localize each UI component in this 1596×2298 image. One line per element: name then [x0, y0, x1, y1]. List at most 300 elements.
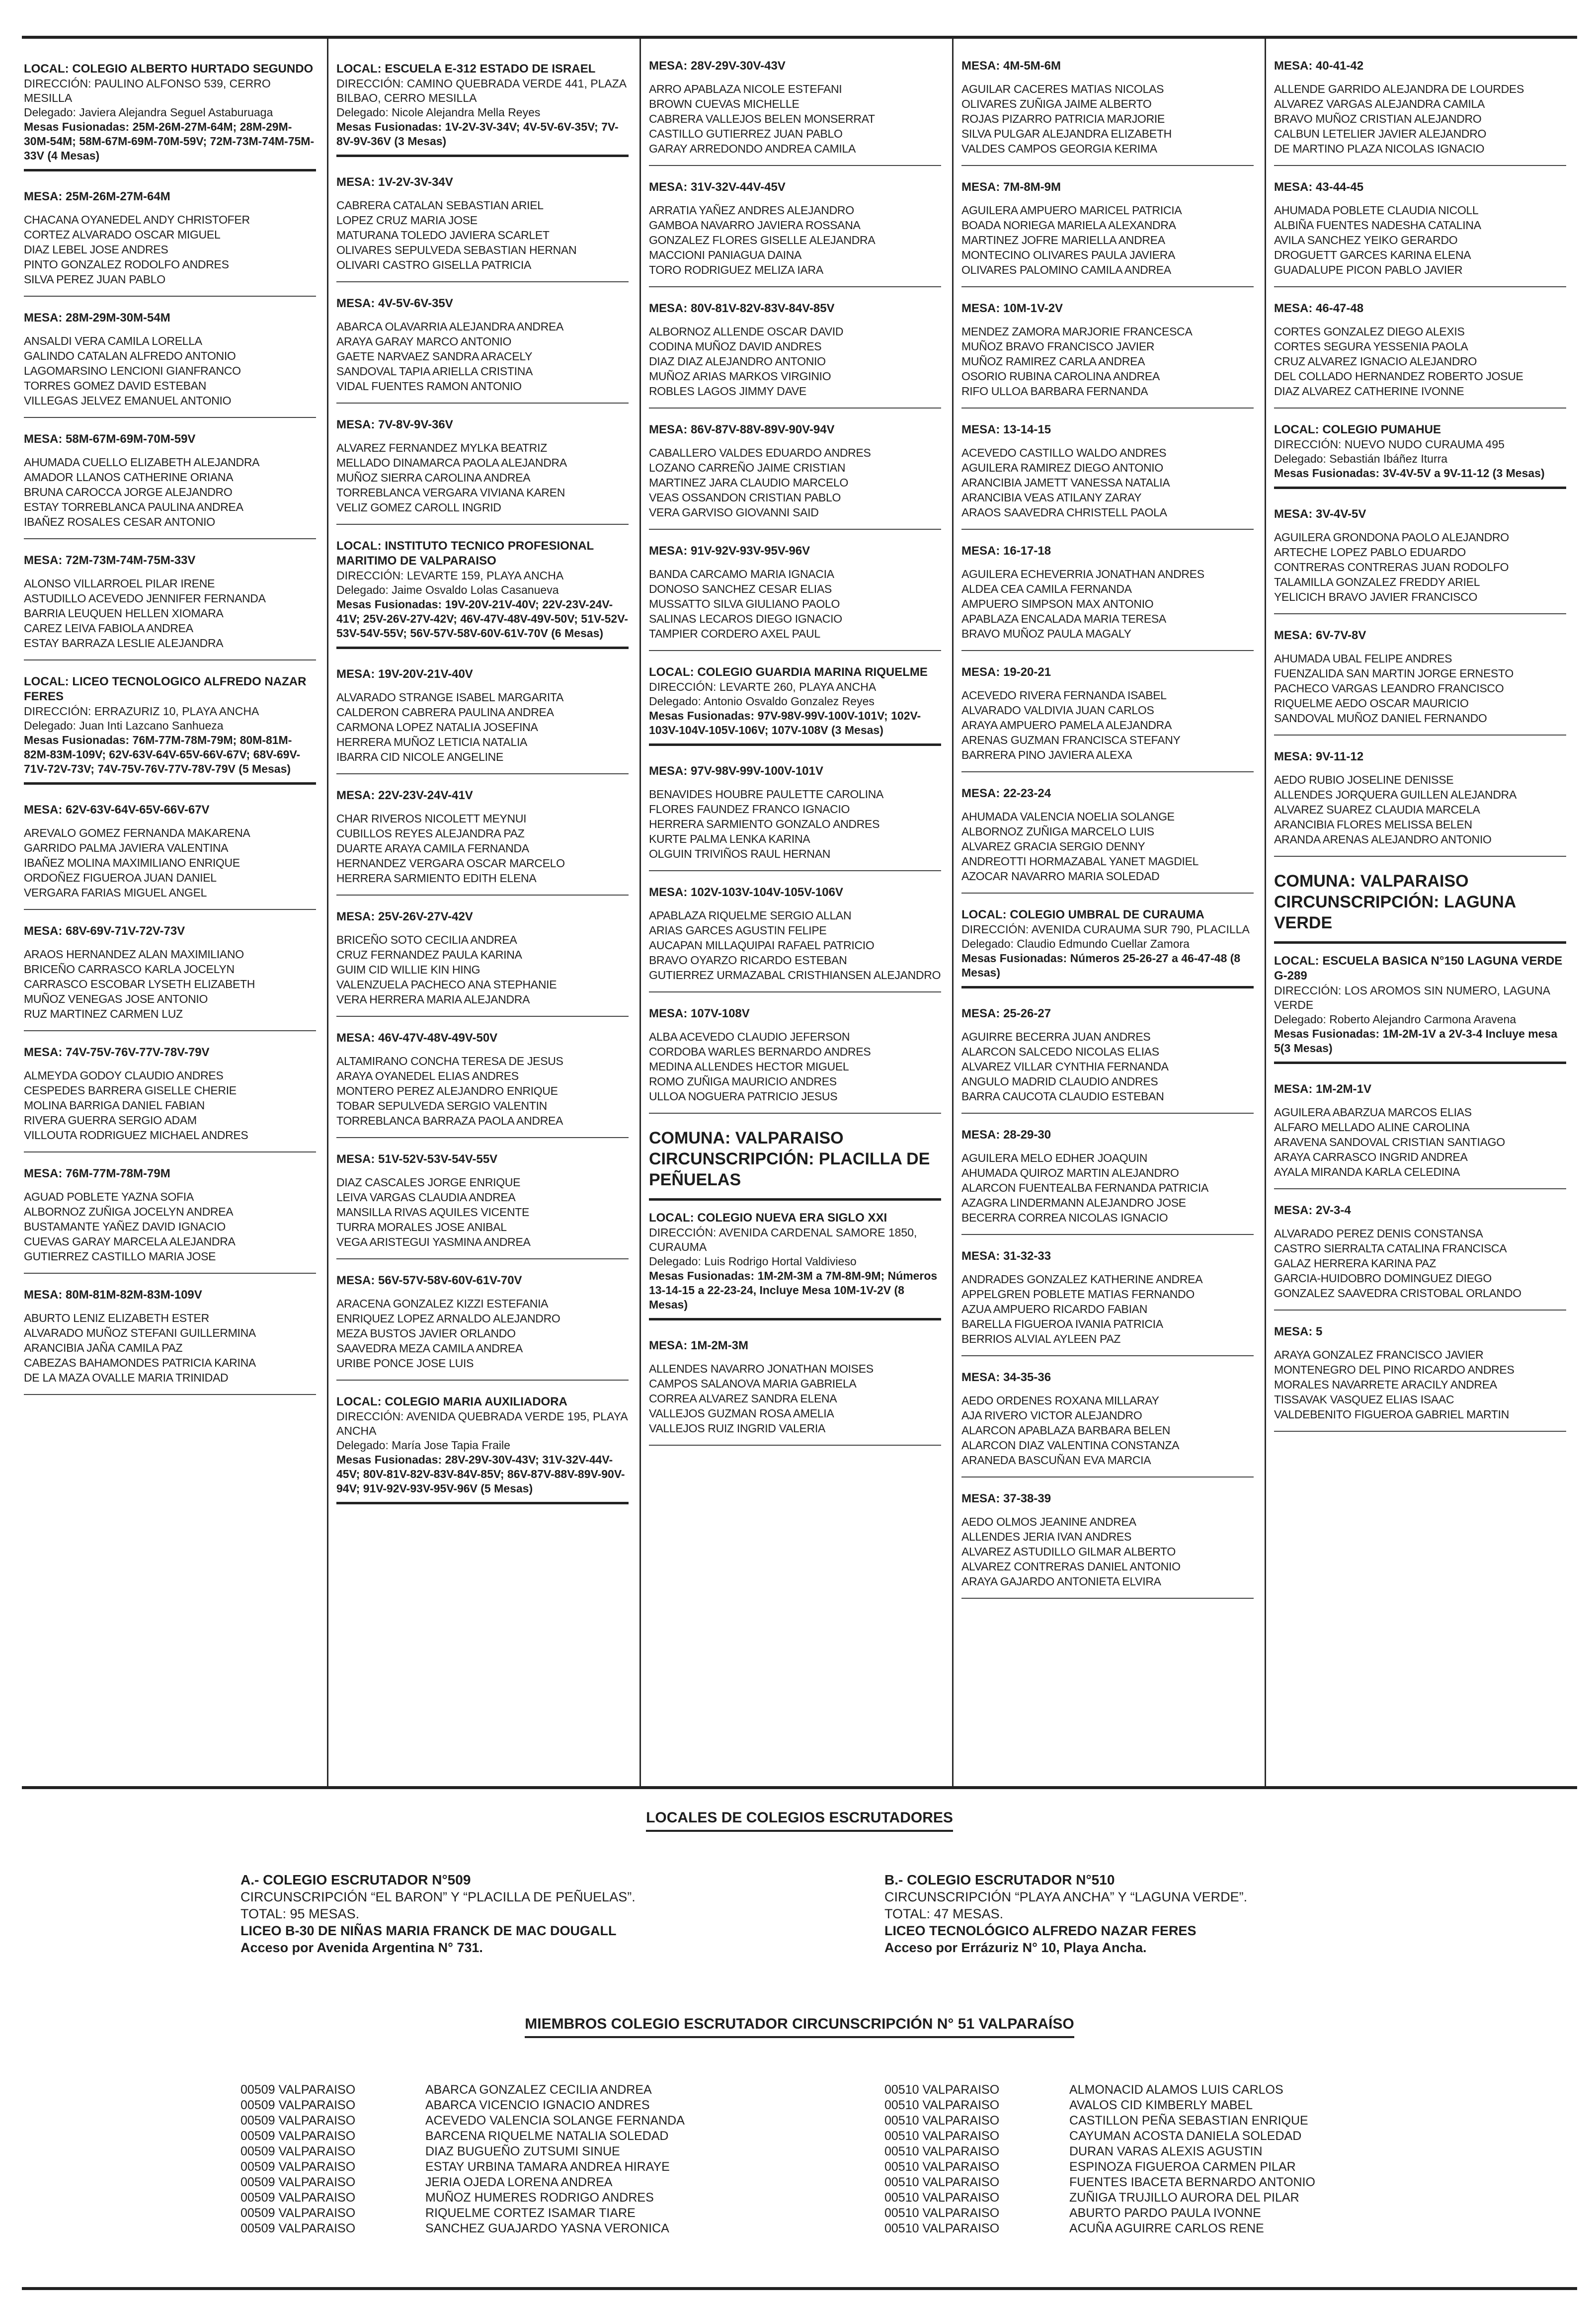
- member-name: ALVARADO STRANGE ISABEL MARGARITA: [336, 691, 564, 704]
- mesa-block: [961, 1249, 1254, 1356]
- member-name: DIAZ ALVAREZ CATHERINE IVONNE: [1274, 385, 1464, 398]
- local-title: LOCAL: COLEGIO PUMAHUE: [1274, 423, 1441, 436]
- mesa-title: MESA: 5: [1274, 1325, 1323, 1338]
- member-name: MONTECINO OLIVARES PAULA JAVIERA: [961, 248, 1176, 261]
- local-detail: DIRECCIÓN: PAULINO ALFONSO 539, CERRO MESILLA: [24, 77, 271, 104]
- member-name: DIAZ BUGUEÑO ZUTSUMI SINUE: [425, 2144, 620, 2158]
- mesa-block: [1274, 749, 1566, 857]
- local-block: [336, 1395, 629, 1504]
- escrutador-a-total: TOTAL: 95 MESAS.: [240, 1906, 360, 1921]
- mesa-block: [336, 1031, 629, 1138]
- member-name: SILVA PEREZ JUAN PABLO: [24, 273, 165, 286]
- mesa-block: [336, 417, 629, 525]
- member-name: ALARCON DIAZ VALENTINA CONSTANZA: [961, 1439, 1180, 1452]
- comuna-heading: COMUNA: VALPARAISO CIRCUNSCRIPCIÓN: LAGUNA VERDE: [1274, 871, 1566, 944]
- member-name: AGUILERA MELO EDHER JOAQUIN: [961, 1151, 1148, 1164]
- member-code: 00509 VALPARAISO: [240, 2221, 356, 2235]
- member-name: OLIVARI CASTRO GISELLA PATRICIA: [336, 258, 532, 271]
- member-code: 00509 VALPARAISO: [240, 2175, 356, 2189]
- member-name: ORDOÑEZ FIGUEROA JUAN DANIEL: [24, 871, 217, 884]
- local-block: [336, 539, 629, 649]
- member-name: ZUÑIGA TRUJILLO AURORA DEL PILAR: [1069, 2191, 1299, 2205]
- mesa-title: MESA: 74V-75V-76V-77V-78V-79V: [24, 1046, 210, 1059]
- member-name: ALVAREZ ASTUDILLO GILMAR ALBERTO: [961, 1545, 1176, 1558]
- mesa-block: [1274, 1203, 1566, 1311]
- member-name: ALBIÑA FUENTES NADESHA CATALINA: [1274, 219, 1481, 232]
- member-row: [884, 2144, 1530, 2159]
- member-name: BARCENA RIQUELME NATALIA SOLEDAD: [425, 2129, 669, 2143]
- member-name: IBAÑEZ MOLINA MAXIMILIANO ENRIQUE: [24, 856, 240, 869]
- member-code: 00510 VALPARAISO: [884, 2160, 1000, 2174]
- member-name: MANSILLA RIVAS AQUILES VICENTE: [336, 1206, 530, 1219]
- mesa-title: MESA: 46-47-48: [1274, 302, 1364, 315]
- member-name: BRUNA CAROCCA JORGE ALEJANDRO: [24, 486, 233, 498]
- member-name: MUÑOZ BRAVO FRANCISCO JAVIER: [961, 340, 1155, 353]
- mesa-title: MESA: 56V-57V-58V-60V-61V-70V: [336, 1274, 522, 1287]
- member-name: DEL COLLADO HERNANDEZ ROBERTO JOSUE: [1274, 370, 1523, 383]
- member-row: [884, 2190, 1530, 2206]
- mesa-block: [336, 296, 629, 404]
- member-name: ESPINOZA FIGUEROA CARMEN PILAR: [1069, 2160, 1296, 2174]
- member-name: JERIA OJEDA LORENA ANDREA: [425, 2175, 613, 2189]
- member-name: ARANCIBIA FLORES MELISSA BELEN: [1274, 818, 1472, 831]
- escrutador-b-total: TOTAL: 47 MESAS.: [884, 1906, 1004, 1921]
- member-name: SANCHEZ GUAJARDO YASNA VERONICA: [425, 2221, 669, 2235]
- member-name: ALVARADO PEREZ DENIS CONSTANSA: [1274, 1227, 1483, 1240]
- member-name: CAYUMAN ACOSTA DANIELA SOLEDAD: [1069, 2129, 1302, 2143]
- member-name: HERRERA SARMIENTO GONZALO ANDRES: [649, 818, 880, 830]
- member-name: CABRERA VALLEJOS BELEN MONSERRAT: [649, 112, 875, 125]
- member-name: AHUMADA VALENCIA NOELIA SOLANGE: [961, 810, 1175, 823]
- member-name: ULLOA NOGUERA PATRICIO JESUS: [649, 1090, 838, 1103]
- member-name: MARTINEZ JOFRE MARIELLA ANDREA: [961, 234, 1165, 246]
- member-name: ARRO APABLAZA NICOLE ESTEFANI: [649, 82, 842, 95]
- mesa-block: [961, 301, 1254, 409]
- member-name: PINTO GONZALEZ RODOLFO ANDRES: [24, 258, 229, 271]
- column-4: [952, 39, 1265, 1786]
- mesa-title: MESA: 86V-87V-88V-89V-90V-94V: [649, 423, 835, 436]
- member-code: 00510 VALPARAISO: [884, 2098, 1000, 2112]
- member-name: ARAVENA SANDOVAL CRISTIAN SANTIAGO: [1274, 1136, 1505, 1149]
- member-name: CUBILLOS REYES ALEJANDRA PAZ: [336, 827, 525, 840]
- escrutadores-title-wrap: [22, 1809, 1577, 1832]
- mesa-title: MESA: 19V-20V-21V-40V: [336, 667, 473, 681]
- member-row: [884, 2082, 1530, 2098]
- member-name: ESTAY TORREBLANCA PAULINA ANDREA: [24, 500, 243, 513]
- mesa-title: MESA: 80V-81V-82V-83V-84V-85V: [649, 302, 835, 315]
- local-fusion: Mesas Fusionadas: 25M-26M-27M-64M; 28M-29M-30M-54M; 58M-67M-69M-70M-59V; 72M-73M-74M-75M-33V (4 Mesas): [24, 120, 315, 162]
- member-name: KURTE PALMA LENKA KARINA: [649, 832, 810, 845]
- mesa-block: [961, 665, 1254, 772]
- member-name: SANDOVAL TAPIA ARIELLA CRISTINA: [336, 365, 533, 378]
- mesa-title: MESA: 25M-26M-27M-64M: [24, 190, 170, 203]
- mesa-block: [24, 189, 316, 297]
- member-name: IBAÑEZ ROSALES CESAR ANTONIO: [24, 515, 215, 528]
- member-name: MELLADO DINAMARCA PAOLA ALEJANDRA: [336, 456, 567, 469]
- local-block: [649, 1211, 941, 1320]
- member-name: ABURTO LENIZ ELIZABETH ESTER: [24, 1312, 209, 1324]
- member-name: ACEVEDO CASTILLO WALDO ANDRES: [961, 446, 1167, 459]
- local-detail: DIRECCIÓN: LOS AROMOS SIN NUMERO, LAGUNA VERDE: [1274, 984, 1550, 1011]
- member-name: YELICICH BRAVO JAVIER FRANCISCO: [1274, 590, 1478, 603]
- member-name: AEDO RUBIO JOSELINE DENISSE: [1274, 773, 1454, 786]
- member-name: ALFARO MELLADO ALINE CAROLINA: [1274, 1121, 1470, 1134]
- member-name: LEIVA VARGAS CLAUDIA ANDREA: [336, 1191, 516, 1204]
- member-name: ACUÑA AGUIRRE CARLOS RENE: [1069, 2221, 1264, 2235]
- member-name: MONTERO PEREZ ALEJANDRO ENRIQUE: [336, 1084, 558, 1097]
- member-name: TISSAVAK VASQUEZ ELIAS ISAAC: [1274, 1393, 1454, 1406]
- mesa-title: MESA: 13-14-15: [961, 423, 1051, 436]
- member-name: OSORIO RUBINA CAROLINA ANDREA: [961, 370, 1160, 383]
- member-name: TORREBLANCA VERGARA VIVIANA KAREN: [336, 486, 565, 499]
- member-name: ALDEA CEA CAMILA FERNANDA: [961, 582, 1132, 595]
- member-name: ALBA ACEVEDO CLAUDIO JEFERSON: [649, 1030, 850, 1043]
- mesa-title: MESA: 4M-5M-6M: [961, 59, 1061, 73]
- mesa-block: [961, 422, 1254, 530]
- member-name: AGUILERA GRONDONA PAOLO ALEJANDRO: [1274, 531, 1509, 544]
- member-name: RIQUELME CORTEZ ISAMAR TIARE: [425, 2206, 636, 2220]
- member-row: [240, 2190, 886, 2206]
- member-name: URIBE PONCE JOSE LUIS: [336, 1357, 474, 1370]
- member-code: 00510 VALPARAISO: [884, 2191, 1000, 2205]
- member-name: GALAZ HERRERA KARINA PAZ: [1274, 1257, 1436, 1270]
- local-title: LOCAL: LICEO TECNOLOGICO ALFREDO NAZAR FERES: [24, 675, 307, 703]
- member-name: ASTUDILLO ACEVEDO JENNIFER FERNANDA: [24, 592, 266, 605]
- member-name: CHAR RIVEROS NICOLETT MEYNUI: [336, 812, 527, 825]
- member-name: TALAMILLA GONZALEZ FREDDY ARIEL: [1274, 575, 1480, 588]
- mesa-title: MESA: 107V-108V: [649, 1007, 750, 1020]
- member-name: ALLENDES JERIA IVAN ANDRES: [961, 1530, 1132, 1543]
- mesa-block: [24, 1288, 316, 1395]
- miembros-title-wrap: [22, 2015, 1577, 2038]
- mesa-title: MESA: 34-35-36: [961, 1371, 1051, 1384]
- member-code: 00509 VALPARAISO: [240, 2191, 356, 2205]
- local-block: [1274, 422, 1566, 489]
- escrutador-b-access: Acceso por Errázuriz N° 10, Playa Ancha.: [884, 1940, 1147, 1955]
- mesa-block: [1274, 628, 1566, 736]
- member-name: RIVERA GUERRA SERGIO ADAM: [24, 1114, 197, 1127]
- miembros-list-509: [240, 2082, 886, 2236]
- member-name: ROBLES LAGOS JIMMY DAVE: [649, 385, 806, 398]
- member-name: ARAYA GAJARDO ANTONIETA ELVIRA: [961, 1575, 1161, 1588]
- member-name: MARTINEZ JARA CLAUDIO MARCELO: [649, 476, 849, 489]
- mesa-block: [961, 180, 1254, 287]
- member-name: ALTAMIRANO CONCHA TERESA DE JESUS: [336, 1055, 563, 1067]
- member-name: GUADALUPE PICON PABLO JAVIER: [1274, 263, 1463, 276]
- local-detail: Delegado: Nicole Alejandra Mella Reyes: [336, 106, 541, 119]
- local-fusion: Mesas Fusionadas: 28V-29V-30V-43V; 31V-32V-44V-45V; 80V-81V-82V-83V-84V-85V; 86V-87V-88V-89V-90V-94V; 91V-92V-93V-95V-96V (5 Mesas): [336, 1453, 625, 1495]
- mesa-title: MESA: 97V-98V-99V-100V-101V: [649, 764, 823, 778]
- local-fusion: Mesas Fusionadas: 1V-2V-3V-34V; 4V-5V-6V-35V; 7V-8V-9V-36V (3 Mesas): [336, 120, 619, 148]
- local-title: LOCAL: ESCUELA E-312 ESTADO DE ISRAEL: [336, 62, 596, 76]
- mesa-title: MESA: 68V-69V-71V-72V-73V: [24, 924, 185, 938]
- member-row: [884, 2206, 1530, 2221]
- member-name: RIFO ULLOA BARBARA FERNANDA: [961, 385, 1148, 398]
- member-name: ALBORNOZ ZUÑIGA MARCELO LUIS: [961, 825, 1154, 838]
- member-name: OLIVARES PALOMINO CAMILA ANDREA: [961, 263, 1171, 276]
- local-detail: Delegado: Sebastián Ibáñez Iturra: [1274, 452, 1448, 465]
- member-name: BECERRA CORREA NICOLAS IGNACIO: [961, 1211, 1168, 1224]
- member-name: GARRIDO PALMA JAVIERA VALENTINA: [24, 841, 229, 854]
- local-fusion: Mesas Fusionadas: 97V-98V-99V-100V-101V; 102V-103V-104V-105V-106V; 107V-108V (3 Mesas): [649, 709, 921, 737]
- member-name: ALMONACID ALAMOS LUIS CARLOS: [1069, 2083, 1283, 2097]
- member-name: BRAVO OYARZO RICARDO ESTEBAN: [649, 954, 847, 967]
- mesa-title: MESA: 58M-67M-69M-70M-59V: [24, 432, 196, 446]
- member-name: HERNANDEZ VERGARA OSCAR MARCELO: [336, 857, 565, 870]
- mesa-block: [961, 1491, 1254, 1599]
- local-title: LOCAL: ESCUELA BASICA N°150 LAGUNA VERDE G-289: [1274, 954, 1563, 983]
- mesa-title: MESA: 1M-2M-3M: [649, 1339, 749, 1352]
- mesa-block: [649, 59, 941, 166]
- member-name: MONTENEGRO DEL PINO RICARDO ANDRES: [1274, 1363, 1515, 1376]
- member-name: AZOCAR NAVARRO MARIA SOLEDAD: [961, 870, 1160, 883]
- member-name: AUCAPAN MILLAQUIPAI RAFAEL PATRICIO: [649, 939, 875, 952]
- mesa-title: MESA: 28M-29M-30M-54M: [24, 311, 170, 325]
- mesa-block: [1274, 1324, 1566, 1432]
- escrutador-a-access: Acceso por Avenida Argentina N° 731.: [240, 1940, 483, 1955]
- member-name: GUTIERREZ URMAZABAL CRISTHIANSEN ALEJANDRO: [649, 969, 941, 982]
- escrutador-a-title: A.- COLEGIO ESCRUTADOR N°509: [240, 1872, 471, 1888]
- member-name: ALARCON FUENTEALBA FERNANDA PATRICIA: [961, 1181, 1209, 1194]
- member-name: AHUMADA CUELLO ELIZABETH ALEJANDRA: [24, 456, 260, 469]
- local-block: [336, 62, 629, 157]
- member-name: MACCIONI PANIAGUA DAINA: [649, 248, 802, 261]
- member-name: ARANCIBIA VEAS ATILANY ZARAY: [961, 491, 1142, 504]
- mesa-title: MESA: 28-29-30: [961, 1128, 1051, 1142]
- mesa-title: MESA: 91V-92V-93V-95V-96V: [649, 544, 810, 558]
- member-name: ARRATIA YAÑEZ ANDRES ALEJANDRO: [649, 204, 854, 217]
- local-detail: DIRECCIÓN: NUEVO NUDO CURAUMA 495: [1274, 438, 1505, 451]
- member-name: MENDEZ ZAMORA MARJORIE FRANCESCA: [961, 325, 1193, 338]
- member-name: VEAS OSSANDON CRISTIAN PABLO: [649, 491, 841, 504]
- member-name: VELIZ GOMEZ CAROLL INGRID: [336, 501, 501, 514]
- member-name: BRICEÑO CARRASCO KARLA JOCELYN: [24, 963, 235, 976]
- member-name: BARRERA PINO JAVIERA ALEXA: [961, 748, 1132, 761]
- mesa-title: MESA: 19-20-21: [961, 665, 1051, 679]
- mesa-block: [336, 788, 629, 896]
- member-name: ARANEDA BASCUÑAN EVA MARCIA: [961, 1454, 1151, 1467]
- mesa-title: MESA: 10M-1V-2V: [961, 302, 1063, 315]
- mesa-title: MESA: 51V-52V-53V-54V-55V: [336, 1152, 498, 1166]
- member-name: ALARCON SALCEDO NICOLAS ELIAS: [961, 1045, 1159, 1058]
- member-name: BARRA CAUCOTA CLAUDIO ESTEBAN: [961, 1090, 1164, 1103]
- bottom-rule: [22, 2287, 1577, 2290]
- local-detail: Delegado: Antonio Osvaldo Gonzalez Reyes: [649, 695, 875, 708]
- member-name: ARAYA GONZALEZ FRANCISCO JAVIER: [1274, 1348, 1484, 1361]
- member-name: AGUILERA RAMIREZ DIEGO ANTONIO: [961, 461, 1163, 474]
- local-detail: Delegado: Jaime Osvaldo Lolas Casanueva: [336, 583, 559, 596]
- mesa-block: [649, 180, 941, 287]
- mesa-block: [24, 553, 316, 660]
- local-block: [649, 665, 941, 746]
- member-name: SILVA PULGAR ALEJANDRA ELIZABETH: [961, 127, 1172, 140]
- member-name: APABLAZA ENCALADA MARIA TERESA: [961, 612, 1166, 625]
- member-name: ALBORNOZ ZUÑIGA JOCELYN ANDREA: [24, 1205, 234, 1218]
- member-name: ABARCA VICENCIO IGNACIO ANDRES: [425, 2098, 650, 2112]
- member-name: MUÑOZ ARIAS MARKOS VIRGINIO: [649, 370, 831, 383]
- member-name: MUÑOZ SIERRA CAROLINA ANDREA: [336, 471, 531, 484]
- escrutador-b-circ: CIRCUNSCRIPCIÓN “PLAYA ANCHA” Y “LAGUNA VERDE”.: [884, 1889, 1248, 1904]
- member-name: ROMO ZUÑIGA MAURICIO ANDRES: [649, 1075, 837, 1088]
- member-name: CAMPOS SALANOVA MARIA GABRIELA: [649, 1377, 857, 1390]
- member-name: BRICEÑO SOTO CECILIA ANDREA: [336, 933, 517, 946]
- escrutador-a-circ: CIRCUNSCRIPCIÓN “EL BARON” Y “PLACILLA DE PEÑUELAS”.: [240, 1889, 636, 1904]
- member-name: GUTIERREZ CASTILLO MARIA JOSE: [24, 1250, 216, 1263]
- mesa-title: MESA: 62V-63V-64V-65V-66V-67V: [24, 803, 210, 817]
- member-name: CODINA MUÑOZ DAVID ANDRES: [649, 340, 822, 353]
- member-name: CARMONA LOPEZ NATALIA JOSEFINA: [336, 721, 538, 734]
- member-name: DUARTE ARAYA CAMILA FERNANDA: [336, 842, 529, 855]
- member-name: ABARCA GONZALEZ CECILIA ANDREA: [425, 2083, 652, 2097]
- local-title: LOCAL: COLEGIO UMBRAL DE CURAUMA: [961, 908, 1204, 921]
- mesa-title: MESA: 25V-26V-27V-42V: [336, 910, 473, 923]
- member-name: MUÑOZ VENEGAS JOSE ANTONIO: [24, 992, 208, 1005]
- member-name: AVILA SANCHEZ YEIKO GERARDO: [1274, 234, 1458, 246]
- mesa-title: MESA: 22-23-24: [961, 787, 1051, 800]
- member-name: AREVALO GOMEZ FERNANDA MAKARENA: [24, 826, 250, 839]
- member-name: DROGUETT GARCES KARINA ELENA: [1274, 248, 1471, 261]
- local-detail: Delegado: Roberto Alejandro Carmona Aravena: [1274, 1013, 1516, 1026]
- member-name: GAETE NARVAEZ SANDRA ARACELY: [336, 350, 533, 363]
- member-name: BARRIA LEUQUEN HELLEN XIOMARA: [24, 607, 224, 620]
- member-name: HERRERA MUÑOZ LETICIA NATALIA: [336, 736, 528, 748]
- local-fusion: Mesas Fusionadas: 1M-2M-1V a 2V-3-4 Incluye mesa 5(3 Mesas): [1274, 1027, 1558, 1055]
- member-code: 00510 VALPARAISO: [884, 2206, 1000, 2220]
- mesa-title: MESA: 16-17-18: [961, 544, 1051, 558]
- member-name: TOBAR SEPULVEDA SERGIO VALENTIN: [336, 1099, 547, 1112]
- mesa-block: [336, 667, 629, 774]
- member-name: CABRERA CATALAN SEBASTIAN ARIEL: [336, 199, 544, 212]
- local-detail: DIRECCIÓN: CAMINO QUEBRADA VERDE 441, PLAZA BILBAO, CERRO MESILLA: [336, 77, 626, 104]
- escrutadores-section: [22, 1789, 1577, 2286]
- member-name: VALLEJOS GUZMAN ROSA AMELIA: [649, 1407, 834, 1420]
- member-name: AEDO ORDENES ROXANA MILLARAY: [961, 1394, 1159, 1407]
- member-name: ANGULO MADRID CLAUDIO ANDRES: [961, 1075, 1158, 1088]
- mesa-block: [336, 909, 629, 1017]
- mesa-title: MESA: 31-32-33: [961, 1249, 1051, 1263]
- mesa-title: MESA: 9V-11-12: [1274, 750, 1364, 763]
- mesa-title: MESA: 6V-7V-8V: [1274, 629, 1366, 642]
- mesa-block: [336, 1273, 629, 1381]
- mesa-title: MESA: 1M-2M-1V: [1274, 1082, 1372, 1096]
- mesa-title: MESA: 46V-47V-48V-49V-50V: [336, 1031, 498, 1045]
- member-name: ANDREOTTI HORMAZABAL YANET MAGDIEL: [961, 855, 1199, 868]
- mesa-block: [1274, 1082, 1566, 1189]
- member-name: BRAVO MUÑOZ PAULA MAGALY: [961, 627, 1131, 640]
- mesa-block: [961, 786, 1254, 894]
- local-detail: Delegado: Juan Inti Lazcano Sanhueza: [24, 719, 224, 732]
- local-fusion: Mesas Fusionadas: 1M-2M-3M a 7M-8M-9M; Números 13-14-15 a 22-23-24, Incluye Mesa 10M-1V-2V (8 Mesas): [649, 1269, 938, 1311]
- member-name: RUZ MARTINEZ CARMEN LUZ: [24, 1007, 183, 1020]
- member-name: ARAYA AMPUERO PAMELA ALEJANDRA: [961, 719, 1172, 732]
- member-name: AGUAD POBLETE YAZNA SOFIA: [24, 1190, 194, 1203]
- member-name: SANDOVAL MUÑOZ DANIEL FERNANDO: [1274, 712, 1487, 725]
- member-name: ALVAREZ SUAREZ CLAUDIA MARCELA: [1274, 803, 1480, 816]
- member-name: AGUILAR CACERES MATIAS NICOLAS: [961, 82, 1164, 95]
- local-fusion: Mesas Fusionadas: 76M-77M-78M-79M; 80M-81M-82M-83M-109V; 62V-63V-64V-65V-66V-67V; 68V-69V-71V-72V-73V; 74V-75V-76V-77V-78V-79V (5 Mesas): [24, 734, 301, 775]
- member-name: BROWN CUEVAS MICHELLE: [649, 97, 799, 110]
- member-name: ALVAREZ GRACIA SERGIO DENNY: [961, 840, 1145, 853]
- member-row: [240, 2206, 886, 2221]
- member-name: ALLENDES JORQUERA GUILLEN ALEJANDRA: [1274, 788, 1516, 801]
- member-name: CALDERON CABRERA PAULINA ANDREA: [336, 706, 554, 719]
- mesa-block: [336, 1152, 629, 1259]
- mesa-block: [649, 764, 941, 871]
- member-name: ACEVEDO RIVERA FERNANDA ISABEL: [961, 689, 1167, 702]
- member-name: CORTES SEGURA YESSENIA PAOLA: [1274, 340, 1468, 353]
- member-name: MATURANA TOLEDO JAVIERA SCARLET: [336, 229, 550, 242]
- member-code: 00509 VALPARAISO: [240, 2129, 356, 2143]
- local-detail: DIRECCIÓN: LEVARTE 260, PLAYA ANCHA: [649, 680, 877, 693]
- member-name: GARCIA-HUIDOBRO DOMINGUEZ DIEGO: [1274, 1272, 1492, 1285]
- mesa-block: [24, 1045, 316, 1152]
- member-name: CABEZAS BAHAMONDES PATRICIA KARINA: [24, 1356, 256, 1369]
- member-name: AGUILERA ABARZUA MARCOS ELIAS: [1274, 1106, 1472, 1119]
- member-name: AJA RIVERO VICTOR ALEJANDRO: [961, 1409, 1142, 1422]
- document-page: [22, 0, 1577, 2298]
- member-row: [240, 2113, 886, 2129]
- member-name: ALVAREZ VILLAR CYNTHIA FERNANDA: [961, 1060, 1169, 1073]
- member-row: [884, 2098, 1530, 2113]
- local-block: [1274, 954, 1566, 1064]
- mesa-title: MESA: 72M-73M-74M-75M-33V: [24, 554, 196, 567]
- miembros-list-510: [884, 2082, 1530, 2236]
- member-name: ARAOS SAAVEDRA CHRISTELL PAOLA: [961, 506, 1167, 519]
- member-name: GAMBOA NAVARRO JAVIERA ROSSANA: [649, 219, 861, 232]
- member-name: ARANCIBIA JAÑA CAMILA PAZ: [24, 1341, 183, 1354]
- local-fusion: Mesas Fusionadas: 19V-20V-21V-40V; 22V-23V-24V-41V; 25V-26V-27V-42V; 46V-47V-48V-49V-50V; 51V-52V-53V-54V-55V; 56V-57V-58V-60V-61V-70V (6 Mesas): [336, 598, 628, 640]
- member-name: MEZA BUSTOS JAVIER ORLANDO: [336, 1327, 516, 1340]
- member-name: MUÑOZ HUMERES RODRIGO ANDRES: [425, 2191, 654, 2205]
- member-row: [240, 2082, 886, 2098]
- member-code: 00510 VALPARAISO: [884, 2144, 1000, 2158]
- member-name: BANDA CARCAMO MARIA IGNACIA: [649, 568, 834, 580]
- member-name: VILLEGAS JELVEZ EMANUEL ANTONIO: [24, 394, 232, 407]
- member-name: VALDES CAMPOS GEORGIA KERIMA: [961, 142, 1157, 155]
- member-name: ARTECHE LOPEZ PABLO EDUARDO: [1274, 546, 1466, 559]
- member-name: ALVARADO MUÑOZ STEFANI GUILLERMINA: [24, 1326, 256, 1339]
- member-name: AGUILERA AMPUERO MARICEL PATRICIA: [961, 204, 1182, 217]
- column-1: [22, 39, 327, 1786]
- member-name: VEGA ARISTEGUI YASMINA ANDREA: [336, 1235, 531, 1248]
- member-name: GALINDO CATALAN ALFREDO ANTONIO: [24, 349, 236, 362]
- member-name: ESTAY BARRAZA LESLIE ALEJANDRA: [24, 637, 224, 650]
- member-name: CORREA ALVAREZ SANDRA ELENA: [649, 1392, 837, 1405]
- mesa-block: [24, 1166, 316, 1274]
- member-name: ALVAREZ FERNANDEZ MYLKA BEATRIZ: [336, 441, 547, 454]
- member-name: ENRIQUEZ LOPEZ ARNALDO ALEJANDRO: [336, 1312, 560, 1325]
- member-name: AZAGRA LINDERMANN ALEJANDRO JOSE: [961, 1196, 1186, 1209]
- member-name: AHUMADA UBAL FELIPE ANDRES: [1274, 652, 1452, 665]
- member-name: AMADOR LLANOS CATHERINE ORIANA: [24, 471, 234, 484]
- member-name: PACHECO VARGAS LEANDRO FRANCISCO: [1274, 682, 1504, 695]
- member-name: CASTILLON PEÑA SEBASTIAN ENRIQUE: [1069, 2114, 1308, 2128]
- member-row: [884, 2113, 1530, 2129]
- mesa-title: MESA: 28V-29V-30V-43V: [649, 59, 786, 73]
- member-name: CORTEZ ALVARADO OSCAR MIGUEL: [24, 228, 221, 241]
- member-name: AEDO OLMOS JEANINE ANDREA: [961, 1515, 1136, 1528]
- member-code: 00509 VALPARAISO: [240, 2144, 356, 2158]
- member-name: APABLAZA RIQUELME SERGIO ALLAN: [649, 909, 852, 922]
- member-name: LAGOMARSINO LENCIONI GIANFRANCO: [24, 364, 241, 377]
- member-row: [240, 2221, 886, 2236]
- member-name: DIAZ LEBEL JOSE ANDRES: [24, 243, 168, 256]
- column-5: [1265, 39, 1577, 1786]
- member-name: IBARRA CID NICOLE ANGELINE: [336, 750, 504, 763]
- local-detail: Delegado: María Jose Tapia Fraile: [336, 1439, 510, 1452]
- member-code: 00510 VALPARAISO: [884, 2129, 1000, 2143]
- member-name: SAAVEDRA MEZA CAMILA ANDREA: [336, 1342, 523, 1355]
